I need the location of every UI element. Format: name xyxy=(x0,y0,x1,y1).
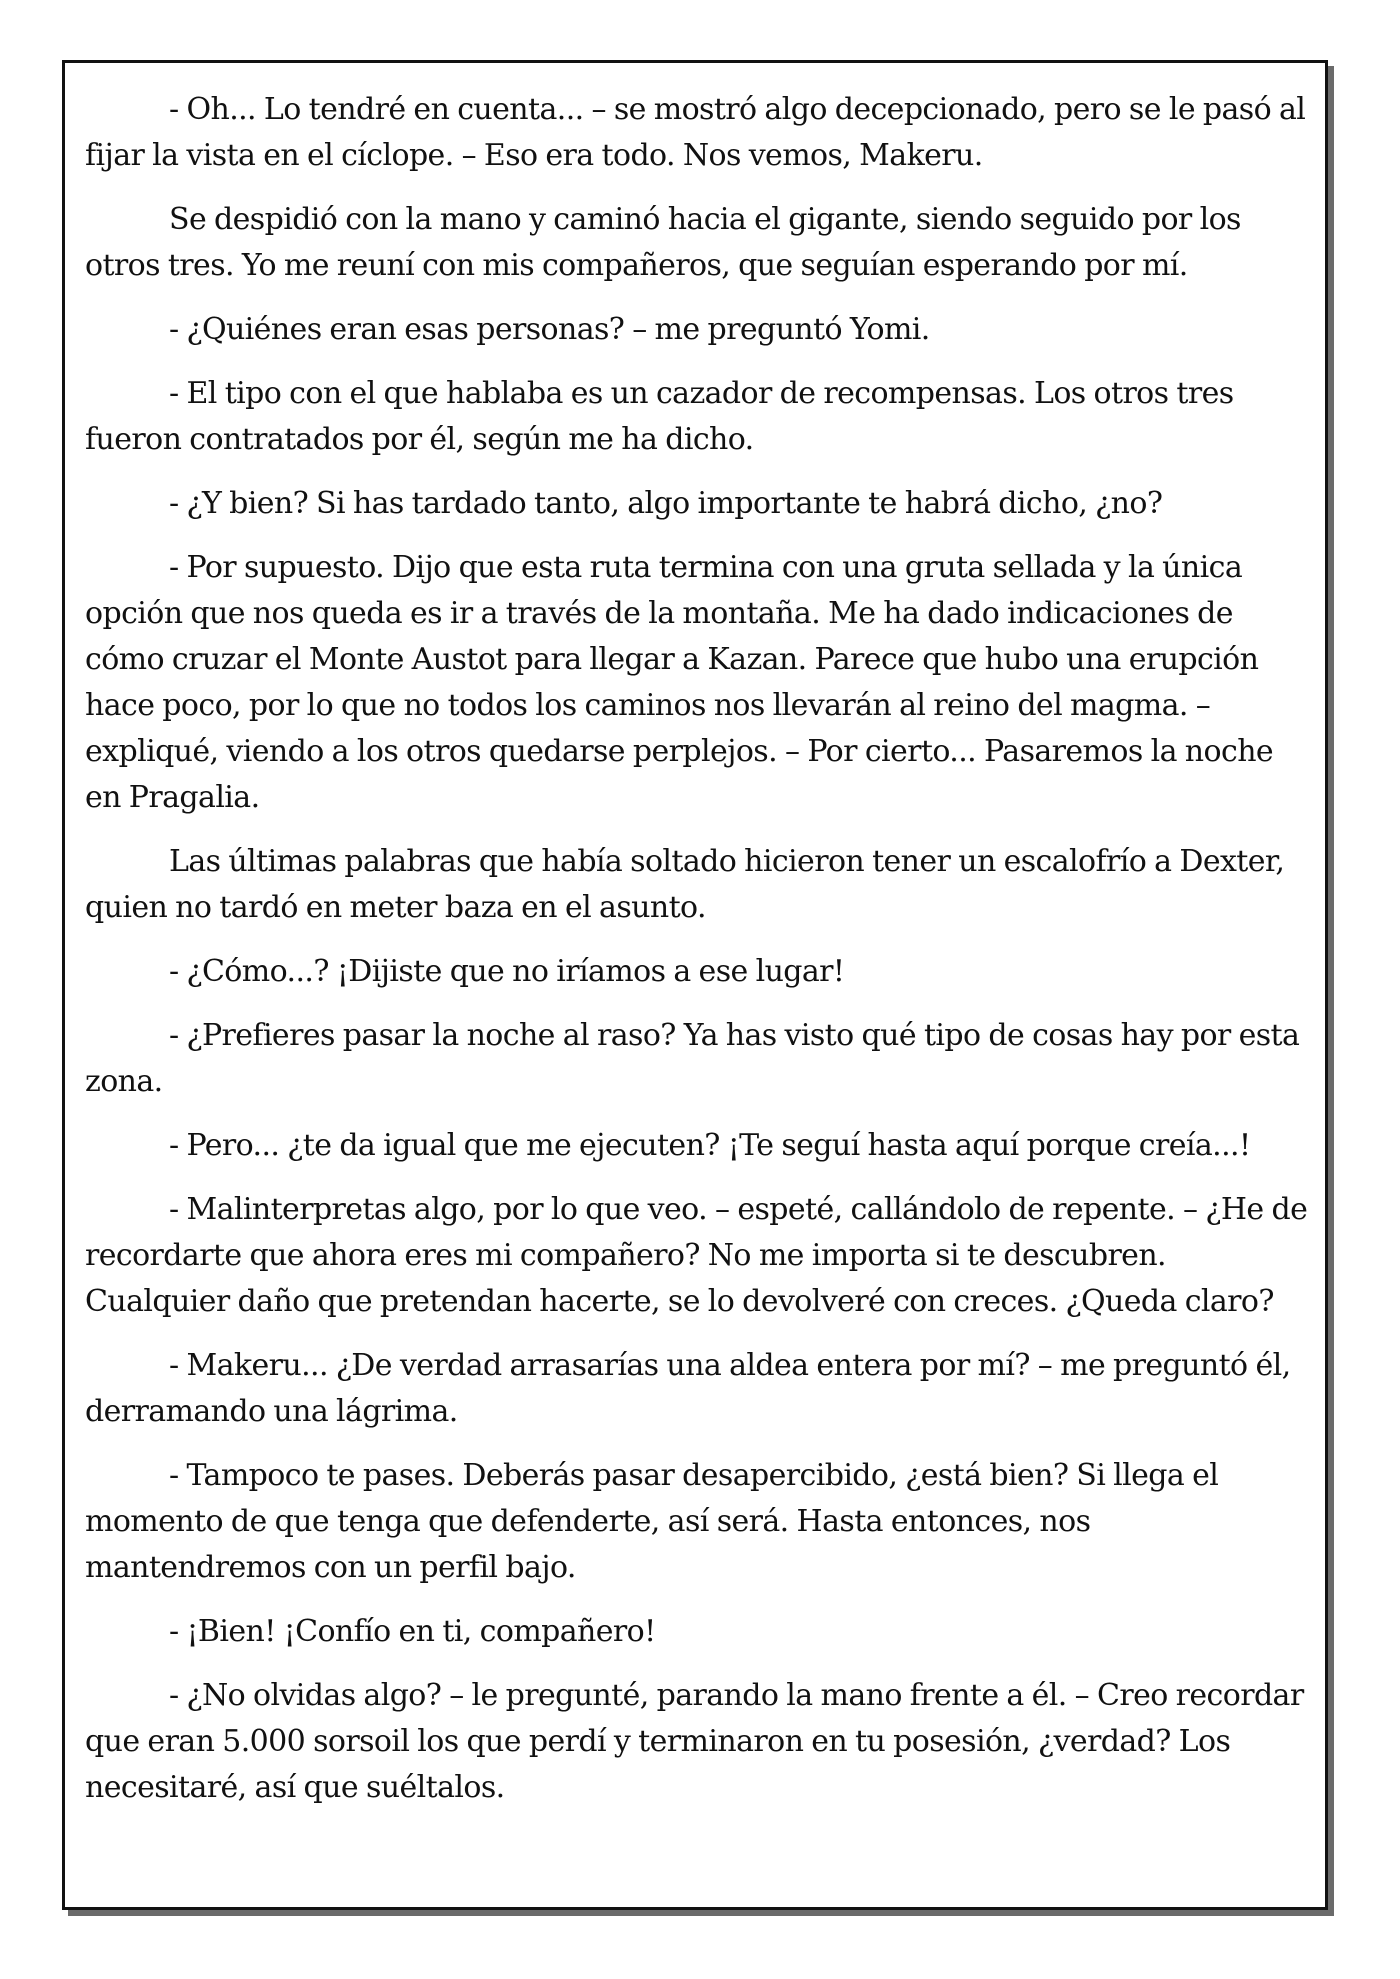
paragraph: - ¡Bien! ¡Confío en ti, compañero! xyxy=(169,1614,656,1649)
paragraph: - Malinterpretas algo, por lo que veo. – espeté, callándolo de repente. – ¿He de recordarte que ahora eres mi compañero? No me importa si te descubren. Cualquier daño que pretendan hacerte, se lo devolveré con creces. ¿Queda claro? xyxy=(85,1192,1308,1319)
paragraph: - Pero... ¿te da igual que me ejecuten? ¡Te seguí hasta aquí porque creía...! xyxy=(169,1128,1251,1163)
page-frame xyxy=(62,60,1328,1910)
paragraph: - Oh... Lo tendré en cuenta... – se mostró algo decepcionado, pero se le pasó al fijar la vista en el cíclope. – Eso era todo. Nos vemos, Makeru. xyxy=(85,92,1306,173)
paragraph: Se despidió con la mano y caminó hacia el gigante, siendo seguido por los otros tres. Yo me reuní con mis compañeros, que seguían esperando por mí. xyxy=(85,202,1241,283)
paragraph: - Tampoco te pases. Deberás pasar desapercibido, ¿está bien? Si llega el momento de que tenga que defenderte, así será. Hasta entonces, nos mantendremos con un perfil bajo. xyxy=(85,1458,1219,1585)
document-body xyxy=(85,87,1311,1829)
paragraph: - ¿Cómo...? ¡Dijiste que no iríamos a ese lugar! xyxy=(169,954,845,989)
paragraph: Las últimas palabras que había soltado hicieron tener un escalofrío a Dexter, quien no tardó en meter baza en el asunto. xyxy=(85,844,1285,925)
paragraph: - Makeru... ¿De verdad arrasarías una aldea entera por mí? – me preguntó él, derramando una lágrima. xyxy=(85,1348,1291,1429)
paragraph: - ¿Quiénes eran esas personas? – me preguntó Yomi. xyxy=(169,312,930,347)
paragraph: - ¿Prefieres pasar la noche al raso? Ya has visto qué tipo de cosas hay por esta zona. xyxy=(85,1018,1300,1099)
paragraph: - ¿Y bien? Si has tardado tanto, algo importante te habrá dicho, ¿no? xyxy=(169,486,1163,521)
paragraph: - El tipo con el que hablaba es un cazador de recompensas. Los otros tres fueron contratados por él, según me ha dicho. xyxy=(85,376,1234,457)
paragraph: - ¿No olvidas algo? – le pregunté, parando la mano frente a él. – Creo recordar que eran 5.000 sorsoil los que perdí y terminaron en tu posesión, ¿verdad? Los necesitaré, así que suéltalos. xyxy=(85,1678,1304,1805)
paragraph: - Por supuesto. Dijo que esta ruta termina con una gruta sellada y la única opción que nos queda es ir a través de la montaña. Me ha dado indicaciones de cómo cruzar el Monte Austot para llegar a Kazan. Parece que hubo una erupción hace poco, por lo que no todos los caminos nos llevarán al reino del magma. – expliqué, viendo a los otros quedarse perplejos. – Por cierto... Pasaremos la noche en Pragalia. xyxy=(85,550,1274,815)
